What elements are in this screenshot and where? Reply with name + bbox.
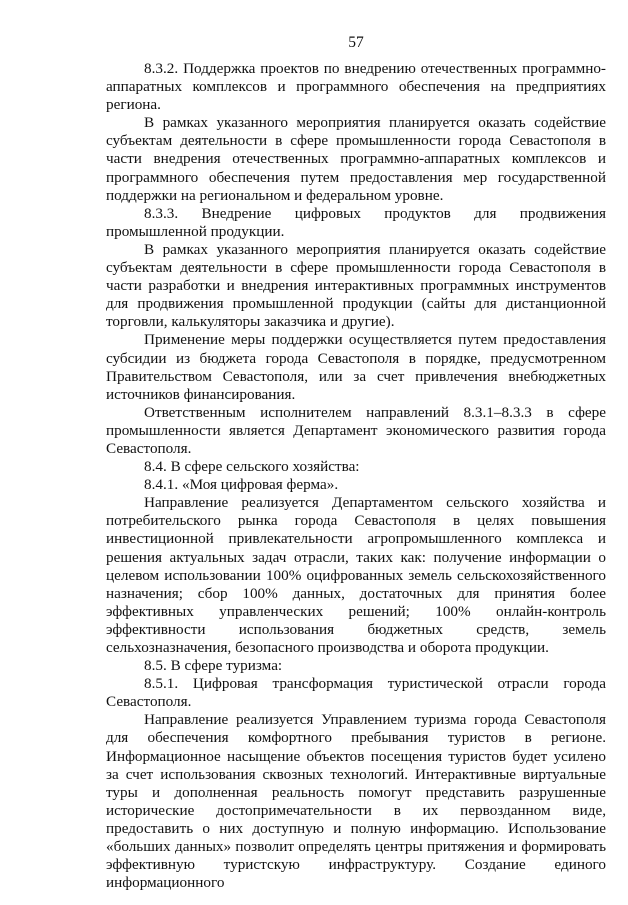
heading-8-3-2: 8.3.2. Поддержка проектов по внедрению отечественных программно-аппаратных комплексов и программного обеспечения на предприятиях региона.: [106, 60, 606, 114]
heading-8-3-3: 8.3.3. Внедрение цифровых продуктов для продвижения промышленной продукции.: [106, 204, 606, 240]
paragraph-8-5-1-body: Направление реализуется Управлением туризма города Севастополя для обеспечения комфортного пребывания туристов в регионе. Информационное насыщение объектов посещения туристов будет усилено за счет использования сквозных технологий. Интерактивные виртуальные туры и дополненная реальность помогут представить разрушенные исторические достопримечательности в их первозданном виде, предоставить о них доступную и полную информацию. Использование «больших данных» позволит определять центры притяжения и формировать эффективную туристскую инфраструктуру. Создание единого информационного: [106, 711, 606, 892]
heading-8-4-1: 8.4.1. «Моя цифровая ферма».: [144, 476, 339, 494]
heading-8-5: 8.5. В сфере туризма:: [144, 657, 283, 675]
paragraph-8-3-3-body: В рамках указанного мероприятия планируется оказать содействие субъектам деятельности в сфере промышленности города Севастополя в части разработки и внедрения интерактивных программных инструментов для продвижения промышленной продукции (сайты для дистанционной торговли, калькуляторы заказчика и другие).: [106, 240, 606, 331]
heading-8-5-1: 8.5.1. Цифровая трансформация туристической отрасли города Севастополя.: [106, 675, 606, 711]
paragraph-8-3-2-body: В рамках указанного мероприятия планируется оказать содействие субъектам деятельности в сфере промышленности города Севастополя в части внедрения отечественных программно-аппаратных комплексов и программного обеспечения путем предоставления мер государственной поддержки на региональном и федеральном уровне.: [106, 114, 606, 204]
paragraph-8-4-1-body: Направление реализуется Департаментом сельского хозяйства и потребительского рынка города Севастополя в целях повышения инвестиционной привлекательности агропромышленного комплекса и решения актуальных задач отрасли, таких как: получение информации о целевом использовании 100% оцифрованных земель сельскохозяйственного назначения; сбор 100% данных, достаточных для принятия более эффективных управленческих решений; 100% онлайн-контроль эффективности использования бюджетных средств, земель сельхозназначения, безопасного производства и оборота продукции.: [106, 494, 606, 656]
heading-8-4: 8.4. В сфере сельского хозяйства:: [144, 458, 360, 476]
page-number: 57: [348, 34, 364, 51]
paragraph-responsible-executor: Ответственным исполнителем направлений 8.3.1–8.3.3 в сфере промышленности является Департамент экономического развития города Севастополя.: [106, 403, 606, 457]
paragraph-support-measure: Применение меры поддержки осуществляется путем предоставления субсидии из бюджета города Севастополя в порядке, предусмотренном Правительством Севастополя, или за счет привлечения внебюджетных источников финансирования.: [106, 331, 606, 403]
